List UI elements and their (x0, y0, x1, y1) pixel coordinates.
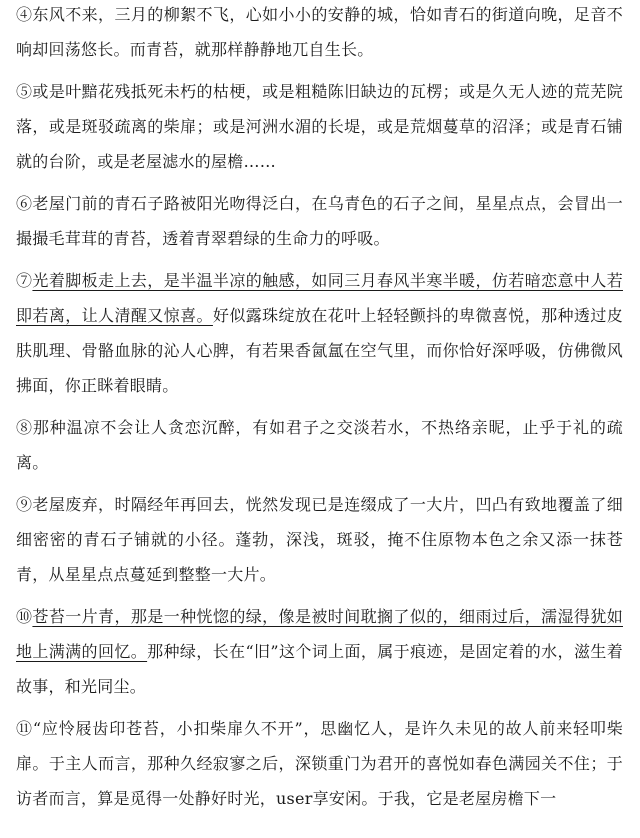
paragraph-text: 老屋废弃，时隔经年再回去，恍然发现已是连缀成了一大片，凹凸有致地覆盖了细细密密的青石子铺就的小径。蓬勃，深浅，斑驳，掩不住原物本色之余又添一抹苍青，从星星点点蔓延到整整一大片。 (16, 495, 623, 584)
paragraph-number: ⑪ (16, 719, 33, 738)
paragraph-text: 老屋门前的青石子路被阳光吻得泛白，在乌青色的石子之间，星星点点，会冒出一撮撮毛茸茸的青苔，透着青翠碧绿的生命力的呼吸。 (16, 194, 623, 248)
paragraph-5 (16, 74, 623, 179)
underlined-text: 苍苔一片青，那是一种恍惚的绿，像是被时间耽搁了似的，细雨过后，濡湿得犹如地上满满的回忆。 (16, 607, 623, 661)
paragraph-text: 好似露珠绽放在花叶上轻轻颤抖的卑微喜悦，那种透过皮肤肌理、骨骼血脉的沁人心脾，有若果香氤氲在空气里，而你恰好深呼吸，仿佛微风拂面，你正眯着眼睛。 (16, 306, 623, 395)
paragraph-number: ⑤ (16, 82, 33, 101)
paragraph-11 (16, 711, 623, 816)
paragraph-7 (16, 263, 623, 403)
paragraph-number: ⑨ (16, 495, 33, 514)
underlined-text: 光着脚板走上去，是半温半凉的触感，如同三月春风半寒半暖，仿若暗恋意中人若即若离，让人清醒又惊喜。 (16, 271, 623, 325)
paragraph-number: ⑩ (16, 607, 33, 626)
paragraph-text: 那种绿，长在“旧”这个词上面，属于痕迹，是固定着的水，滋生着故事，和光同尘。 (16, 642, 623, 696)
paragraph-6 (16, 186, 623, 256)
paragraph-number: ⑦ (16, 271, 33, 290)
paragraph-text: 东风不来，三月的柳絮不飞，心如小小的安静的城，恰如青石的街道向晚，足音不响却回荡悠长。而青苔，就那样静静地兀自生长。 (16, 5, 623, 59)
paragraph-8 (16, 410, 623, 480)
paragraph-text: 那种温凉不会让人贪恋沉醉，有如君子之交淡若水，不热络亲昵，止乎于礼的疏离。 (16, 418, 623, 472)
paragraph-text: 或是叶黯花残抵死未朽的枯梗，或是粗糙陈旧缺边的瓦楞；或是久无人迹的荒芜院落，或是斑驳疏离的柴扉；或是河洲水湄的长堤，或是荒烟蔓草的沼泽；或是青石铺就的台阶，或是老屋滤水的屋檐…… (16, 82, 623, 171)
paragraph-9 (16, 487, 623, 592)
paragraph-number: ④ (16, 5, 33, 24)
paragraph-4 (16, 0, 623, 67)
paragraph-10 (16, 599, 623, 704)
paragraph-number: ⑥ (16, 194, 33, 213)
paragraph-text: “应怜屐齿印苍苔，小扣柴扉久不开”，思幽忆人，是许久未见的故人前来轻叩柴扉。于主人而言，那种久经寂寥之后，深锁重门为君开的喜悦如春色满园关不住；于访者而言，算是觅得一处静好时光，user享安闲。于我，它是老屋房檐下一 (16, 719, 623, 808)
paragraph-number: ⑧ (16, 418, 33, 437)
